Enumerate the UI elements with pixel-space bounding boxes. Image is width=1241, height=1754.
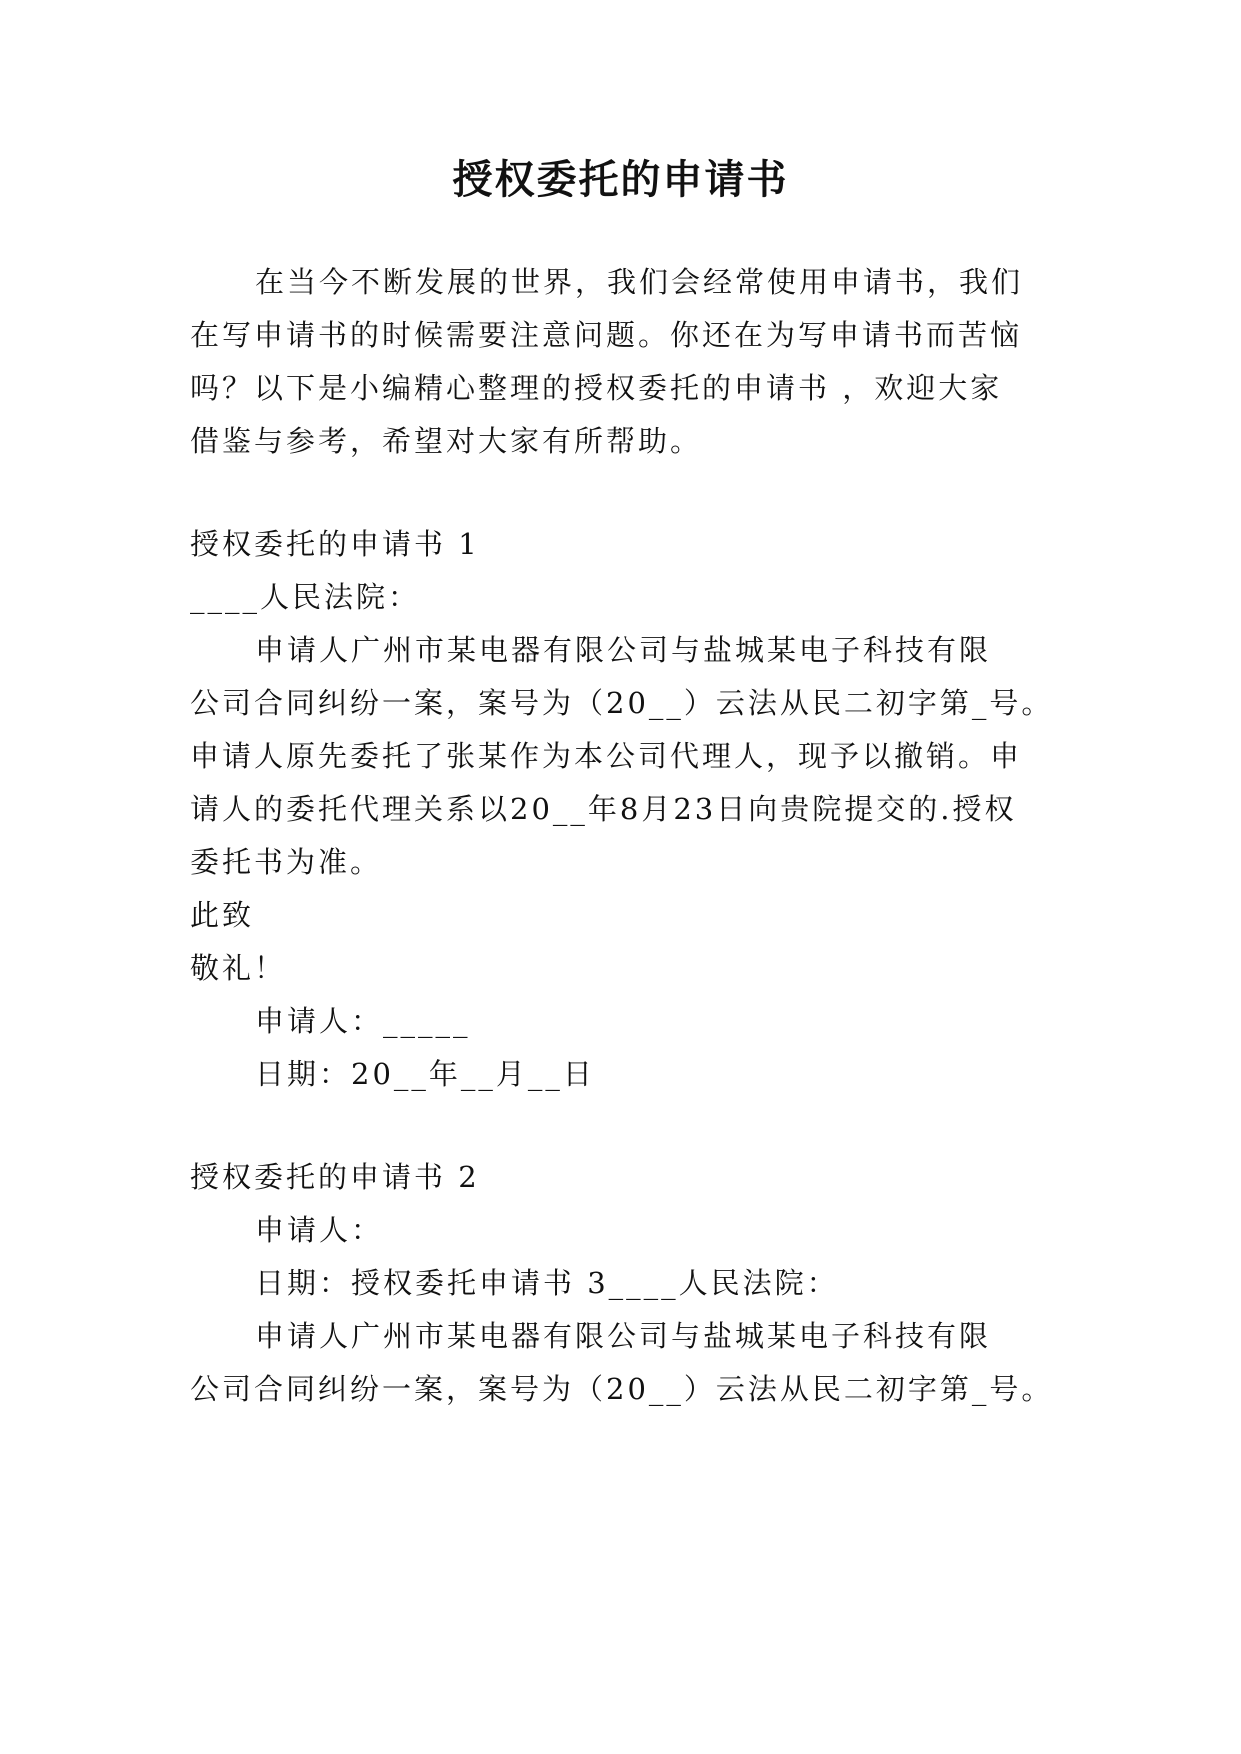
document-title: 授权委托的申请书 [452, 156, 789, 203]
section-1-closing-1: 此致 [190, 898, 255, 932]
section-2-body-line-1: 申请人广州市某电器有限公司与盐城某电子科技有限 [255, 1319, 992, 1353]
intro-line-1: 在当今不断发展的世界，我们会经常使用申请书，我们 [255, 265, 1024, 299]
section-2-applicant: 申请人： [255, 1213, 384, 1247]
intro-line-3: 吗？以下是小编精心整理的授权委托的申请书 ，欢迎大家 [190, 371, 1003, 405]
section-1-body-line-3: 申请人原先委托了张某作为本公司代理人，现予以撤销。申 [190, 739, 1023, 773]
section-1-body-line-2: 公司合同纠纷一案，案号为（20__）云法从民二初字第_号。 [190, 686, 1054, 720]
section-1-body-line-4: 请人的委托代理关系以20__年8月23日向贵院提交的.授权 [190, 792, 1017, 826]
section-2-date-line: 日期：授权委托申请书 3____人民法院： [255, 1266, 839, 1300]
section-2-body-line-2: 公司合同纠纷一案，案号为（20__）云法从民二初字第_号。 [190, 1372, 1054, 1406]
intro-line-4: 借鉴与参考，希望对大家有所帮助。 [190, 424, 703, 458]
section-1-body-line-1: 申请人广州市某电器有限公司与盐城某电子科技有限 [255, 633, 992, 667]
section-1-body-line-5: 委托书为准。 [190, 845, 383, 879]
section-1-addressee: ____人民法院： [190, 580, 421, 614]
section-1-heading: 授权委托的申请书 1 [190, 527, 480, 561]
section-1-closing-2: 敬礼！ [190, 951, 287, 985]
intro-line-2: 在写申请书的时候需要注意问题。你还在为写申请书而苦恼 [190, 318, 1023, 352]
section-1-applicant: 申请人：_____ [255, 1004, 471, 1038]
section-1-date: 日期：20__年__月__日 [255, 1057, 595, 1091]
section-2-heading: 授权委托的申请书 2 [190, 1160, 480, 1194]
